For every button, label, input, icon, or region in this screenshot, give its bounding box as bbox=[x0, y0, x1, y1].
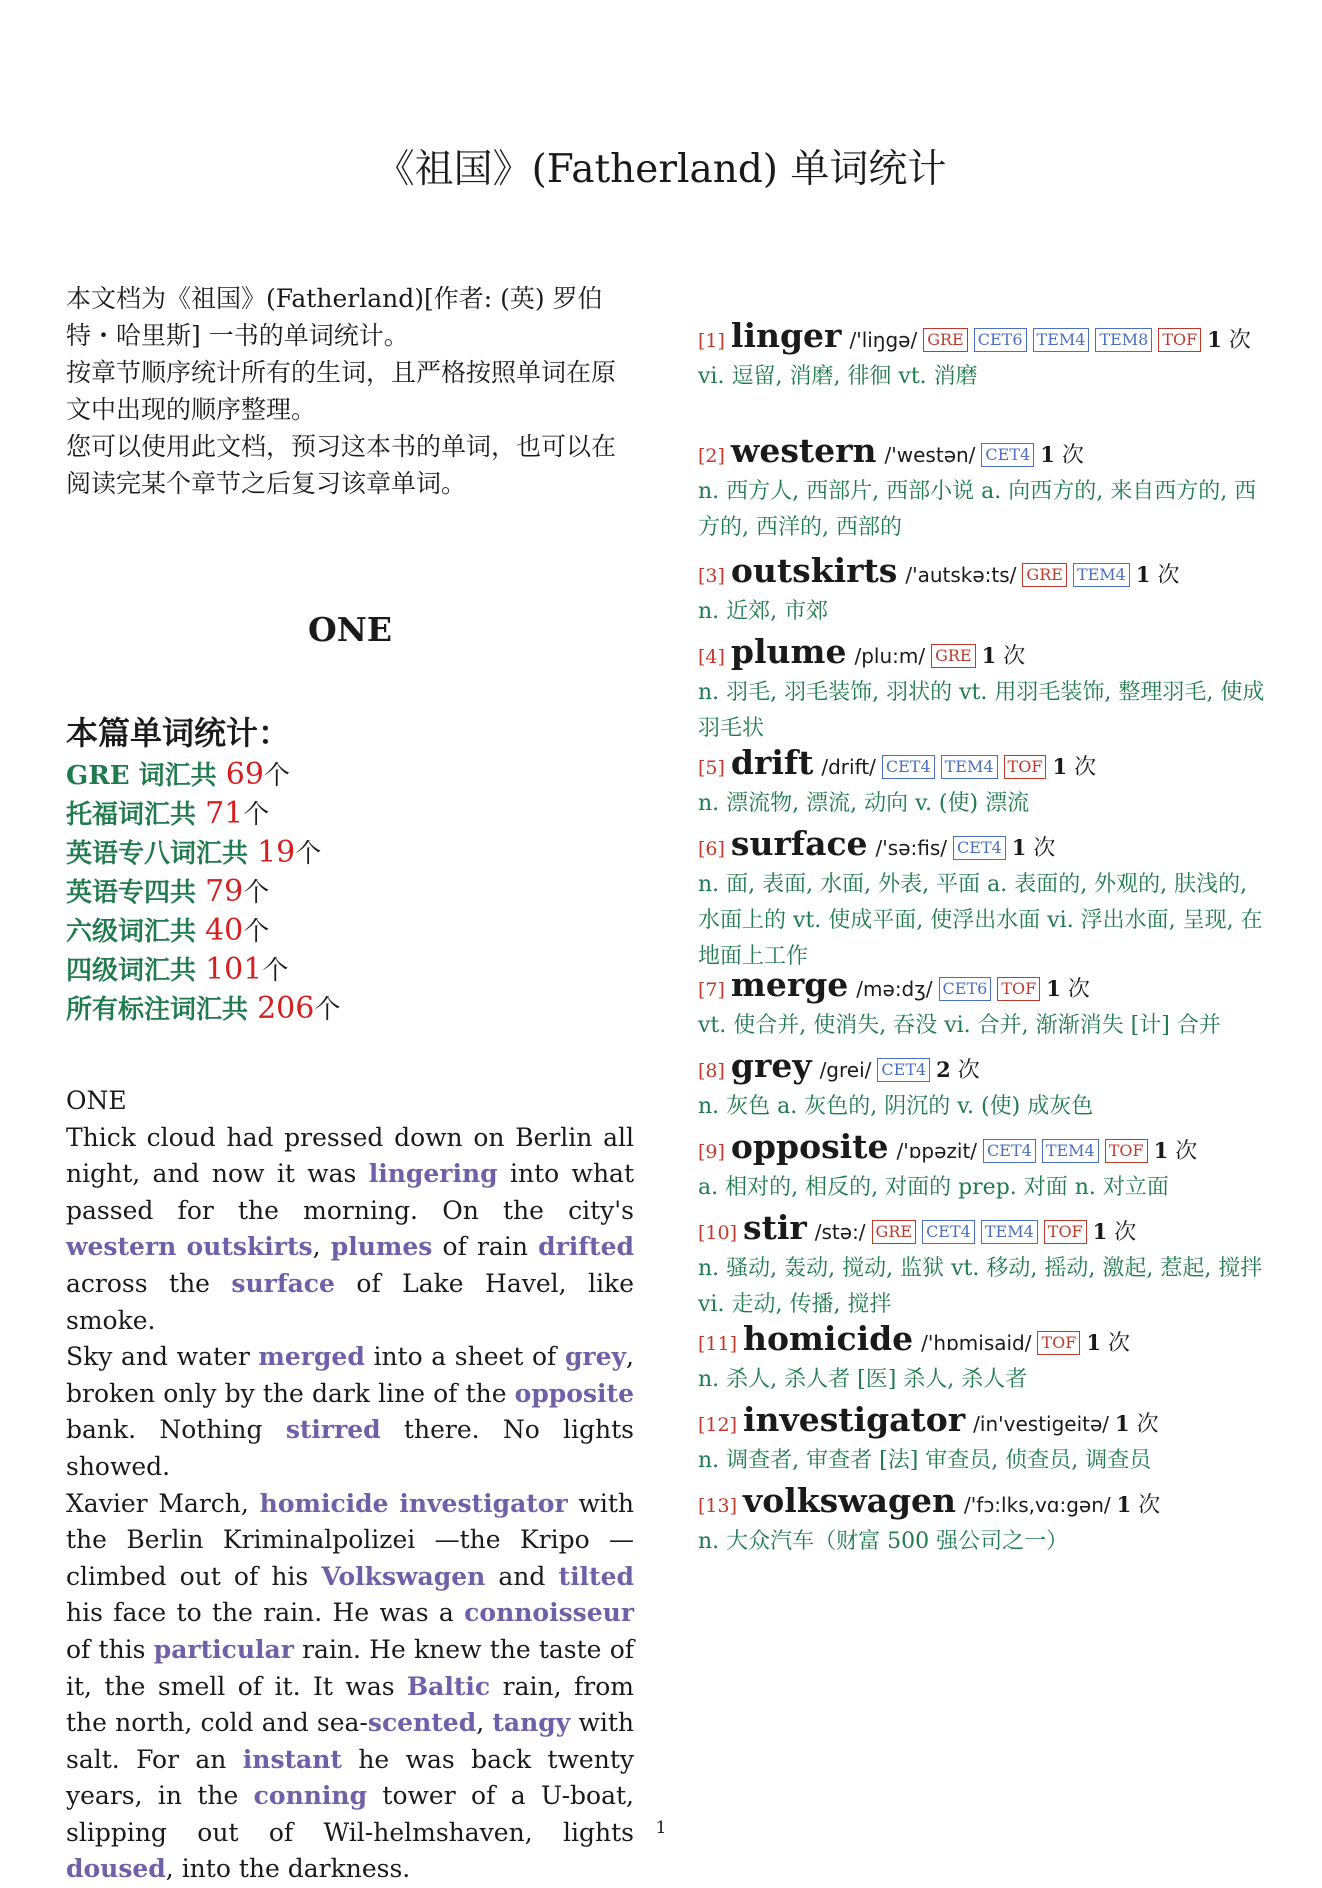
highlighted-word: outskirts bbox=[186, 1232, 313, 1262]
entry-header bbox=[698, 1483, 1274, 1524]
entry-header bbox=[698, 1129, 1274, 1170]
exam-tag: CET6 bbox=[939, 977, 992, 1001]
times-unit: 次 bbox=[1003, 644, 1026, 669]
stats-title: 本篇单词统计： bbox=[66, 714, 291, 752]
vocab-entry bbox=[698, 1483, 1274, 1560]
phonetic: /'ɒpəzit/ bbox=[896, 1139, 978, 1163]
occurrence-count: 1 bbox=[1207, 327, 1222, 352]
definition: n. 羽毛, 羽毛装饰, 羽状的 vt. 用羽毛装饰, 整理羽毛, 使成羽毛状 bbox=[698, 680, 1265, 741]
stat-row bbox=[66, 756, 634, 795]
entry-index: [2] bbox=[698, 445, 725, 467]
headword: grey bbox=[730, 1046, 812, 1085]
exam-tag: TEM4 bbox=[981, 1220, 1038, 1244]
definition: n. 大众汽车（财富 500 强公司之一） bbox=[698, 1529, 1069, 1554]
definition: n. 近郊, 市郊 bbox=[698, 599, 829, 624]
definition: a. 相对的, 相反的, 对面的 prep. 对面 n. 对立面 bbox=[698, 1175, 1169, 1200]
stat-count: 69 bbox=[225, 757, 264, 792]
phonetic: /'fɔ:lks,vɑ:gən/ bbox=[964, 1493, 1111, 1517]
stat-label: 英语专八词汇共 bbox=[66, 839, 258, 869]
intro-line-3: 您可以使用此文档，预习这本书的单词，也可以在阅读完某个章节之后复习该章单词。 bbox=[66, 432, 617, 498]
stat-count: 101 bbox=[205, 952, 263, 987]
highlighted-word: plumes bbox=[330, 1232, 433, 1262]
phonetic: /plu:m/ bbox=[854, 644, 926, 668]
entry-index: [7] bbox=[698, 979, 725, 1001]
chapter-heading: ONE bbox=[307, 610, 393, 649]
headword: volkswagen bbox=[743, 1481, 957, 1520]
entry-header bbox=[698, 1210, 1274, 1251]
times-unit: 次 bbox=[1061, 443, 1084, 468]
exam-tag: TEM8 bbox=[1095, 328, 1152, 352]
highlighted-word: connoisseur bbox=[464, 1598, 634, 1628]
occurrence-count: 1 bbox=[1040, 442, 1055, 467]
occurrence-count: 1 bbox=[1116, 1492, 1132, 1517]
occurrence-count: 1 bbox=[1153, 1138, 1169, 1163]
occurrence-count: 2 bbox=[936, 1057, 951, 1082]
phonetic: /'sə:fis/ bbox=[875, 836, 948, 860]
exam-tag: TEM4 bbox=[941, 755, 998, 779]
highlighted-word: opposite bbox=[514, 1378, 634, 1408]
stat-unit: 个 bbox=[243, 878, 270, 908]
headword: homicide bbox=[743, 1319, 914, 1358]
exam-tag: CET4 bbox=[983, 1139, 1036, 1163]
times-unit: 次 bbox=[1175, 1139, 1198, 1164]
highlighted-word: drifted bbox=[538, 1232, 634, 1262]
occurrence-count: 1 bbox=[1135, 562, 1151, 587]
story-paragraph: Sky and water merged into a sheet of grey, broken only by the dark line of the opposite bank. Nothing stirred there. No lights showed. bbox=[66, 1342, 634, 1481]
phonetic: /grei/ bbox=[819, 1058, 872, 1082]
vocab-entry bbox=[698, 745, 1274, 822]
vocab-entry bbox=[698, 634, 1274, 747]
highlighted-word: homicide bbox=[259, 1488, 389, 1518]
entry-header bbox=[698, 634, 1274, 675]
times-unit: 次 bbox=[1033, 836, 1056, 861]
stat-unit: 个 bbox=[295, 839, 322, 869]
entry-index: [5] bbox=[698, 757, 725, 779]
entry-header bbox=[698, 318, 1274, 359]
stat-unit: 个 bbox=[243, 917, 270, 947]
story-paragraph: Xavier March, homicide investigator with the Berlin Kriminalpolizei —the Kripo — climbed out of his Volkswagen and tilted his face to the rain. He was a connoisseur of this particular rain. He knew the taste of it, the smell of it. It was Baltic rain, from the north, cold and sea-scented, tangy with salt. For an instant he was back twenty years, in the conning tower of a U-boat, slipping out of Wil-helmshaven, lights doused, into the darkness. bbox=[66, 1488, 635, 1884]
entry-index: [11] bbox=[698, 1333, 738, 1355]
definition: n. 骚动, 轰动, 搅动, 监狱 vt. 移动, 摇动, 激起, 惹起, 搅拌 vi. 走动, 传播, 搅拌 bbox=[698, 1256, 1263, 1317]
occurrence-count: 1 bbox=[1092, 1219, 1108, 1244]
phonetic: /'autskə:ts/ bbox=[905, 563, 1017, 587]
times-unit: 次 bbox=[1074, 755, 1097, 780]
definition: n. 面, 表面, 水面, 外表, 平面 a. 表面的, 外观的, 肤浅的, 水面上的 vt. 使成平面, 使浮出水面 vi. 浮出水面, 呈现, 在地面上工作 bbox=[698, 872, 1263, 969]
phonetic: /'liŋgə/ bbox=[849, 328, 918, 352]
entry-header bbox=[698, 745, 1274, 786]
highlighted-word: instant bbox=[242, 1744, 342, 1774]
stat-label: 托福词汇共 bbox=[66, 800, 206, 830]
highlighted-word: tilted bbox=[558, 1561, 634, 1591]
times-unit: 次 bbox=[1138, 1493, 1161, 1518]
exam-tag: GRE bbox=[872, 1220, 917, 1244]
exam-tag: CET4 bbox=[882, 755, 935, 779]
phonetic: /'hɒmisaid/ bbox=[921, 1331, 1032, 1355]
intro-line-2: 按章节顺序统计所有的生词，且严格按照单词在原文中出现的顺序整理。 bbox=[66, 358, 617, 424]
exam-tag: TOF bbox=[1105, 1139, 1148, 1163]
phonetic: /'westən/ bbox=[884, 443, 976, 467]
times-unit: 次 bbox=[1067, 977, 1090, 1002]
highlighted-word: stirred bbox=[285, 1415, 381, 1445]
entry-index: [13] bbox=[698, 1495, 738, 1517]
highlighted-word: doused bbox=[66, 1854, 166, 1884]
story-paragraph: Thick cloud had pressed down on Berlin all night, and now it was lingering into what passed for the morning. On the city's western outskirts, plumes of rain drifted across the surface of Lake Havel, like smoke. bbox=[66, 1122, 635, 1335]
vocab-entry bbox=[698, 826, 1274, 975]
stat-count: 206 bbox=[257, 991, 315, 1026]
stats-list bbox=[66, 756, 634, 1029]
highlighted-word: Baltic bbox=[407, 1671, 491, 1701]
highlighted-word: lingering bbox=[368, 1159, 498, 1189]
headword: opposite bbox=[730, 1127, 889, 1166]
stat-count: 19 bbox=[257, 835, 296, 870]
entry-header bbox=[698, 1048, 1274, 1089]
exam-tag: GRE bbox=[923, 328, 968, 352]
stat-label: 英语专四共 bbox=[66, 878, 206, 908]
times-unit: 次 bbox=[1136, 1412, 1159, 1437]
intro-line-1: 本文档为《祖国》(Fatherland)[作者: (英) 罗伯特・哈里斯] 一书的单词统计。 bbox=[66, 284, 603, 350]
exam-tag: TEM4 bbox=[1073, 563, 1130, 587]
vocab-entry bbox=[698, 1129, 1274, 1206]
headword: merge bbox=[730, 965, 849, 1004]
highlighted-word: Volkswagen bbox=[321, 1561, 486, 1591]
phonetic: /drift/ bbox=[821, 755, 876, 779]
exam-tag: TOF bbox=[1044, 1220, 1087, 1244]
exam-tag: TOF bbox=[1004, 755, 1047, 779]
headword: surface bbox=[730, 824, 868, 863]
vocab-entry bbox=[698, 1321, 1274, 1398]
entry-index: [8] bbox=[698, 1060, 725, 1082]
headword: plume bbox=[730, 632, 847, 671]
stat-unit: 个 bbox=[243, 800, 270, 830]
stat-label: 所有标注词汇共 bbox=[66, 995, 258, 1025]
exam-tag: TOF bbox=[1037, 1331, 1080, 1355]
entry-index: [9] bbox=[698, 1141, 725, 1163]
intro-section bbox=[66, 280, 634, 502]
entry-index: [3] bbox=[698, 565, 725, 587]
entry-header bbox=[698, 967, 1274, 1008]
stat-unit: 个 bbox=[314, 995, 341, 1025]
story-text bbox=[66, 1083, 634, 1888]
vocab-entry bbox=[698, 553, 1274, 630]
times-unit: 次 bbox=[1114, 1220, 1137, 1245]
exam-tag: CET4 bbox=[981, 443, 1034, 467]
page-number: 1 bbox=[655, 1818, 667, 1838]
definition: vt. 使合并, 使消失, 吞没 vi. 合并, 渐渐消失 [计] 合并 bbox=[698, 1013, 1221, 1038]
times-unit: 次 bbox=[957, 1058, 980, 1083]
highlighted-word: conning bbox=[253, 1781, 368, 1811]
entry-index: [6] bbox=[698, 838, 725, 860]
highlighted-word: tangy bbox=[492, 1708, 571, 1738]
exam-tag: TOF bbox=[997, 977, 1040, 1001]
headword: western bbox=[730, 431, 877, 470]
vocab-entry bbox=[698, 1048, 1274, 1125]
phonetic: /stə:/ bbox=[814, 1220, 866, 1244]
occurrence-count: 1 bbox=[1011, 835, 1027, 860]
highlighted-word: western bbox=[66, 1232, 177, 1262]
highlighted-word: particular bbox=[153, 1634, 294, 1664]
stat-unit: 个 bbox=[263, 761, 290, 791]
exam-tag: TEM4 bbox=[1042, 1139, 1099, 1163]
entry-header bbox=[698, 826, 1274, 867]
vocab-entry bbox=[698, 318, 1274, 395]
entry-index: [10] bbox=[698, 1222, 738, 1244]
stats-section bbox=[66, 712, 634, 1029]
exam-tag: CET4 bbox=[953, 836, 1006, 860]
entry-header bbox=[698, 1402, 1274, 1443]
definition: n. 漂流物, 漂流, 动向 v. (使) 漂流 bbox=[698, 791, 1030, 816]
stat-row bbox=[66, 795, 634, 834]
headword: drift bbox=[730, 743, 814, 782]
highlighted-word: scented bbox=[367, 1708, 477, 1738]
exam-tag: TEM4 bbox=[1033, 328, 1090, 352]
definition: vi. 逗留, 消磨, 徘徊 vt. 消磨 bbox=[698, 364, 978, 389]
vocab-entry bbox=[698, 1402, 1274, 1479]
exam-tag: CET4 bbox=[922, 1220, 975, 1244]
phonetic: /in'vestigeitə/ bbox=[973, 1412, 1110, 1436]
entry-index: [12] bbox=[698, 1414, 738, 1436]
headword: investigator bbox=[743, 1400, 966, 1439]
exam-tag: TOF bbox=[1158, 328, 1201, 352]
highlighted-word: surface bbox=[231, 1268, 335, 1298]
vocab-entry bbox=[698, 1210, 1274, 1323]
definition: n. 杀人, 杀人者 [医] 杀人, 杀人者 bbox=[698, 1367, 1028, 1392]
stat-unit: 个 bbox=[262, 956, 289, 986]
times-unit: 次 bbox=[1228, 328, 1251, 353]
occurrence-count: 1 bbox=[1115, 1411, 1130, 1436]
document-title: 《祖国》(Fatherland) 单词统计 bbox=[375, 147, 947, 192]
headword: stir bbox=[743, 1208, 807, 1247]
entry-header bbox=[698, 433, 1274, 474]
stat-count: 71 bbox=[205, 796, 244, 831]
occurrence-count: 1 bbox=[1052, 754, 1068, 779]
exam-tag: CET4 bbox=[877, 1058, 930, 1082]
times-unit: 次 bbox=[1157, 563, 1180, 588]
occurrence-count: 1 bbox=[1046, 976, 1061, 1001]
stat-label: 四级词汇共 bbox=[66, 956, 206, 986]
exam-tag: GRE bbox=[931, 644, 976, 668]
story-heading: ONE bbox=[66, 1086, 127, 1115]
entry-header bbox=[698, 1321, 1274, 1362]
phonetic: /mə:dʒ/ bbox=[856, 977, 933, 1001]
exam-tag: CET6 bbox=[974, 328, 1027, 352]
definition: n. 灰色 a. 灰色的, 阴沉的 v. (使) 成灰色 bbox=[698, 1094, 1094, 1119]
vocab-entry bbox=[698, 967, 1274, 1044]
highlighted-word: merged bbox=[258, 1342, 365, 1372]
occurrence-count: 1 bbox=[981, 643, 997, 668]
stat-row bbox=[66, 834, 634, 873]
stat-label: GRE 词汇共 bbox=[66, 761, 226, 791]
highlighted-word: investigator bbox=[399, 1488, 568, 1518]
entry-header bbox=[698, 553, 1274, 594]
entry-index: [1] bbox=[698, 330, 725, 352]
headword: outskirts bbox=[730, 551, 898, 590]
stat-row bbox=[66, 912, 634, 951]
headword: linger bbox=[730, 316, 842, 355]
occurrence-count: 1 bbox=[1086, 1330, 1101, 1355]
times-unit: 次 bbox=[1108, 1331, 1131, 1356]
vocab-entry bbox=[698, 433, 1274, 546]
stat-count: 40 bbox=[205, 913, 244, 948]
highlighted-word: grey bbox=[564, 1342, 627, 1372]
definition: n. 西方人, 西部片, 西部小说 a. 向西方的, 来自西方的, 西方的, 西洋的, 西部的 bbox=[698, 479, 1257, 540]
definition: n. 调查者, 审查者 [法] 审查员, 侦查员, 调查员 bbox=[698, 1448, 1152, 1473]
stat-count: 79 bbox=[205, 874, 244, 909]
exam-tag: GRE bbox=[1022, 563, 1067, 587]
stat-label: 六级词汇共 bbox=[66, 917, 206, 947]
entry-index: [4] bbox=[698, 646, 725, 668]
stat-row bbox=[66, 990, 634, 1029]
stat-row bbox=[66, 873, 634, 912]
stat-row bbox=[66, 951, 634, 990]
